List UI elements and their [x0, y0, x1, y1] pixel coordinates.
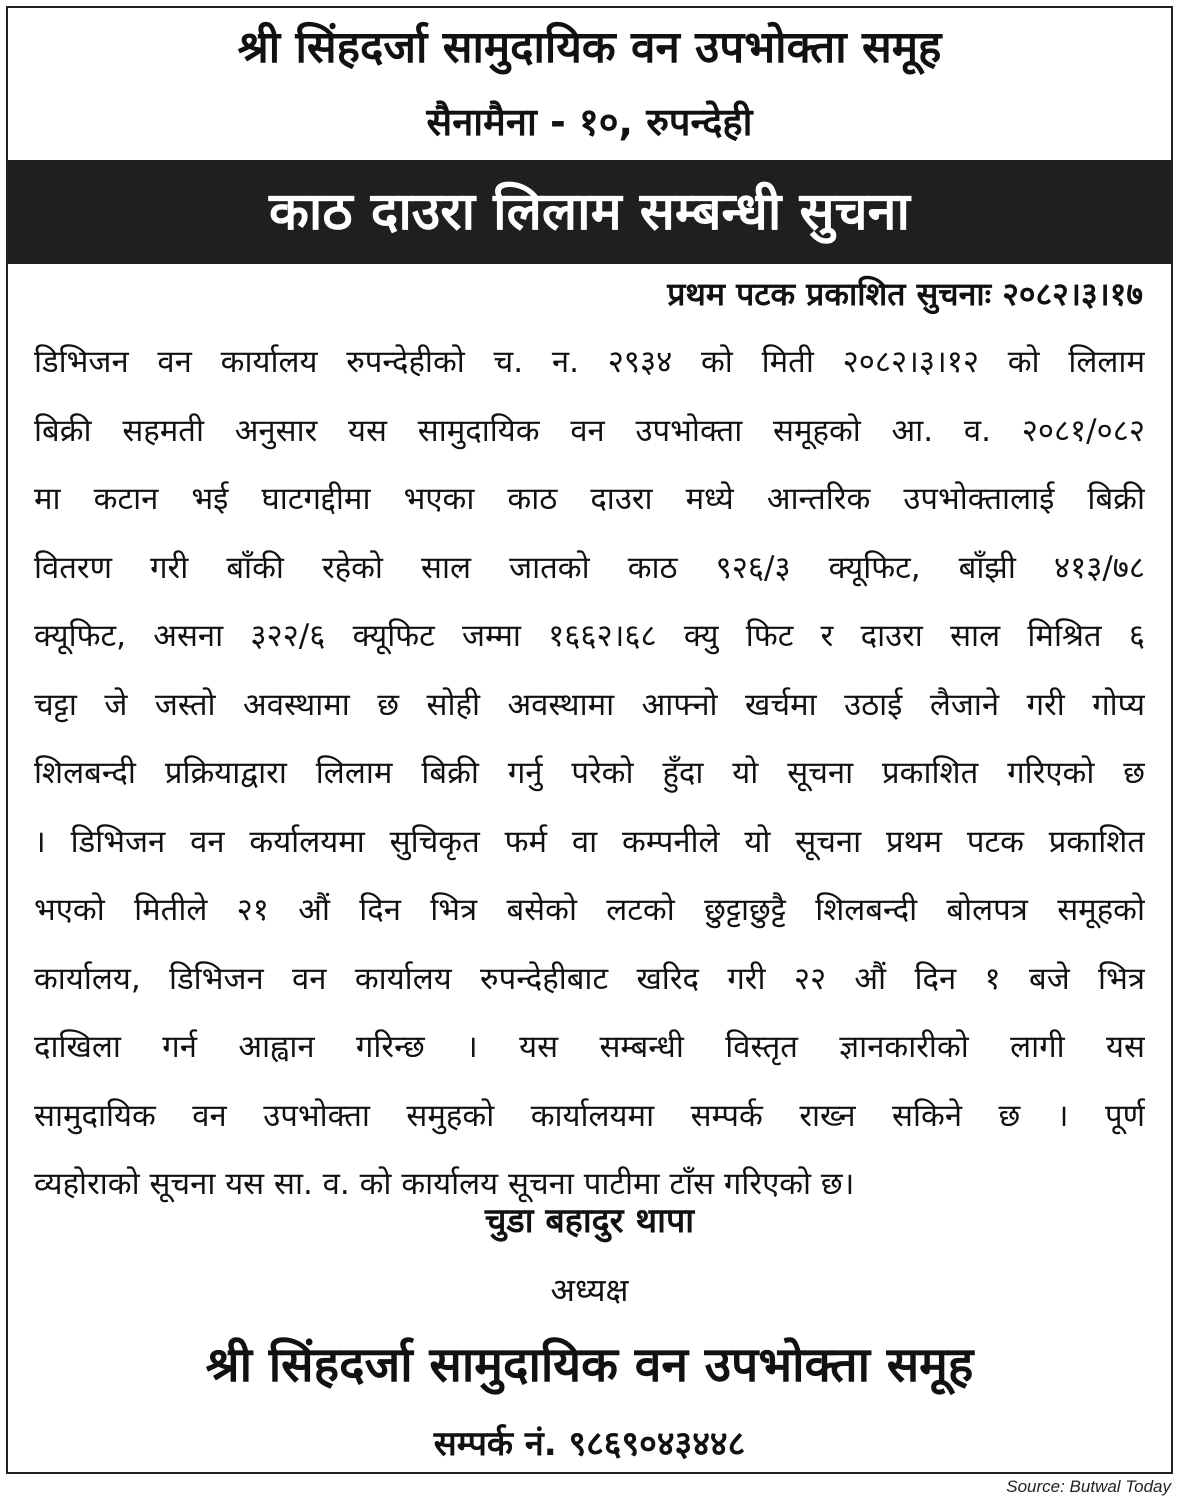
footer-organization-name: श्री सिंहदर्जा सामुदायिक वन उपभोक्ता समूह	[205, 1337, 974, 1393]
organization-title: श्री सिंहदर्जा सामुदायिक वन उपभोक्ता समूह	[237, 22, 942, 73]
body-line: दाखिला गर्न आह्वान गरिन्छ । यस सम्बन्धी विस्तृत ज्ञानकारीको लागी यस	[34, 1029, 1145, 1065]
body-line: सामुदायिक वन उपभोक्ता समुहको कार्यालयमा सम्पर्क राख्न सकिने छ । पूर्ण	[34, 1097, 1145, 1134]
publication-date-line: प्रथम पटक प्रकाशित सुचनाः २०८२।३।१७	[667, 275, 1143, 313]
contact-number: सम्पर्क नं. ९८६९०४३४४८	[433, 1424, 746, 1464]
notice-banner: काठ दाउरा लिलाम सम्बन्धी सुचना	[8, 160, 1171, 264]
notice-body	[34, 328, 1145, 1219]
organization-address: सैनामैना - १०, रुपन्देही	[426, 100, 753, 144]
body-line: क्यूफिट, असना ३२२/६ क्यूफिट जम्मा १६६२।६८ क्यु फिट र दाउरा साल मिश्रित ६	[34, 618, 1145, 654]
body-line: डिभिजन वन कार्यालय रुपन्देहीको च. न. २९३४ को मिती २०८२।३।१२ को लिलाम	[34, 344, 1145, 380]
body-line: बिक्री सहमती अनुसार यस सामुदायिक वन उपभोक्ता समूहको आ. व. २०८१/०८२	[34, 412, 1145, 449]
body-line: मा कटान भई घाटगद्दीमा भएका काठ दाउरा मध्ये आन्तरिक उपभोक्तालाई बिक्री	[34, 481, 1145, 517]
signatory-role: अध्यक्ष	[550, 1271, 629, 1309]
body-line: शिलबन्दी प्रक्रियाद्वारा लिलाम बिक्री गर्नु परेको हुँदा यो सूचना प्रकाशित गरिएको छ	[34, 755, 1145, 791]
body-line: कार्यालय, डिभिजन वन कार्यालय रुपन्देहीबाट खरिद गरी २२ औं दिन १ बजे भित्र	[34, 960, 1145, 997]
body-line: भएको मितीले २१ औं दिन भित्र बसेको लटको छुट्टाछुट्टै शिलबन्दी बोलपत्र समूहको	[34, 892, 1145, 928]
signatory-name: चुडा बहादुर थापा	[484, 1201, 695, 1241]
body-line: वितरण गरी बाँकी रहेको साल जातको काठ ९२६/३ क्यूफिट, बाँझी ४१३/७८	[34, 549, 1145, 586]
body-line: । डिभिजन वन कर्यालयमा सुचिकृत फर्म वा कम्पनीले यो सूचना प्रथम पटक प्रकाशित	[34, 823, 1145, 860]
body-line: व्यहोराको सूचना यस सा. व. को कार्यालय सूचना पाटीमा टाँस गरिएको छ।	[34, 1166, 855, 1202]
notice-frame	[6, 6, 1173, 1474]
body-line: चट्टा जे जस्तो अवस्थामा छ सोही अवस्थामा आफ्नो खर्चमा उठाई लैजाने गरी गोप्य	[34, 686, 1145, 723]
source-credit: Source: Butwal Today	[1006, 1477, 1171, 1496]
